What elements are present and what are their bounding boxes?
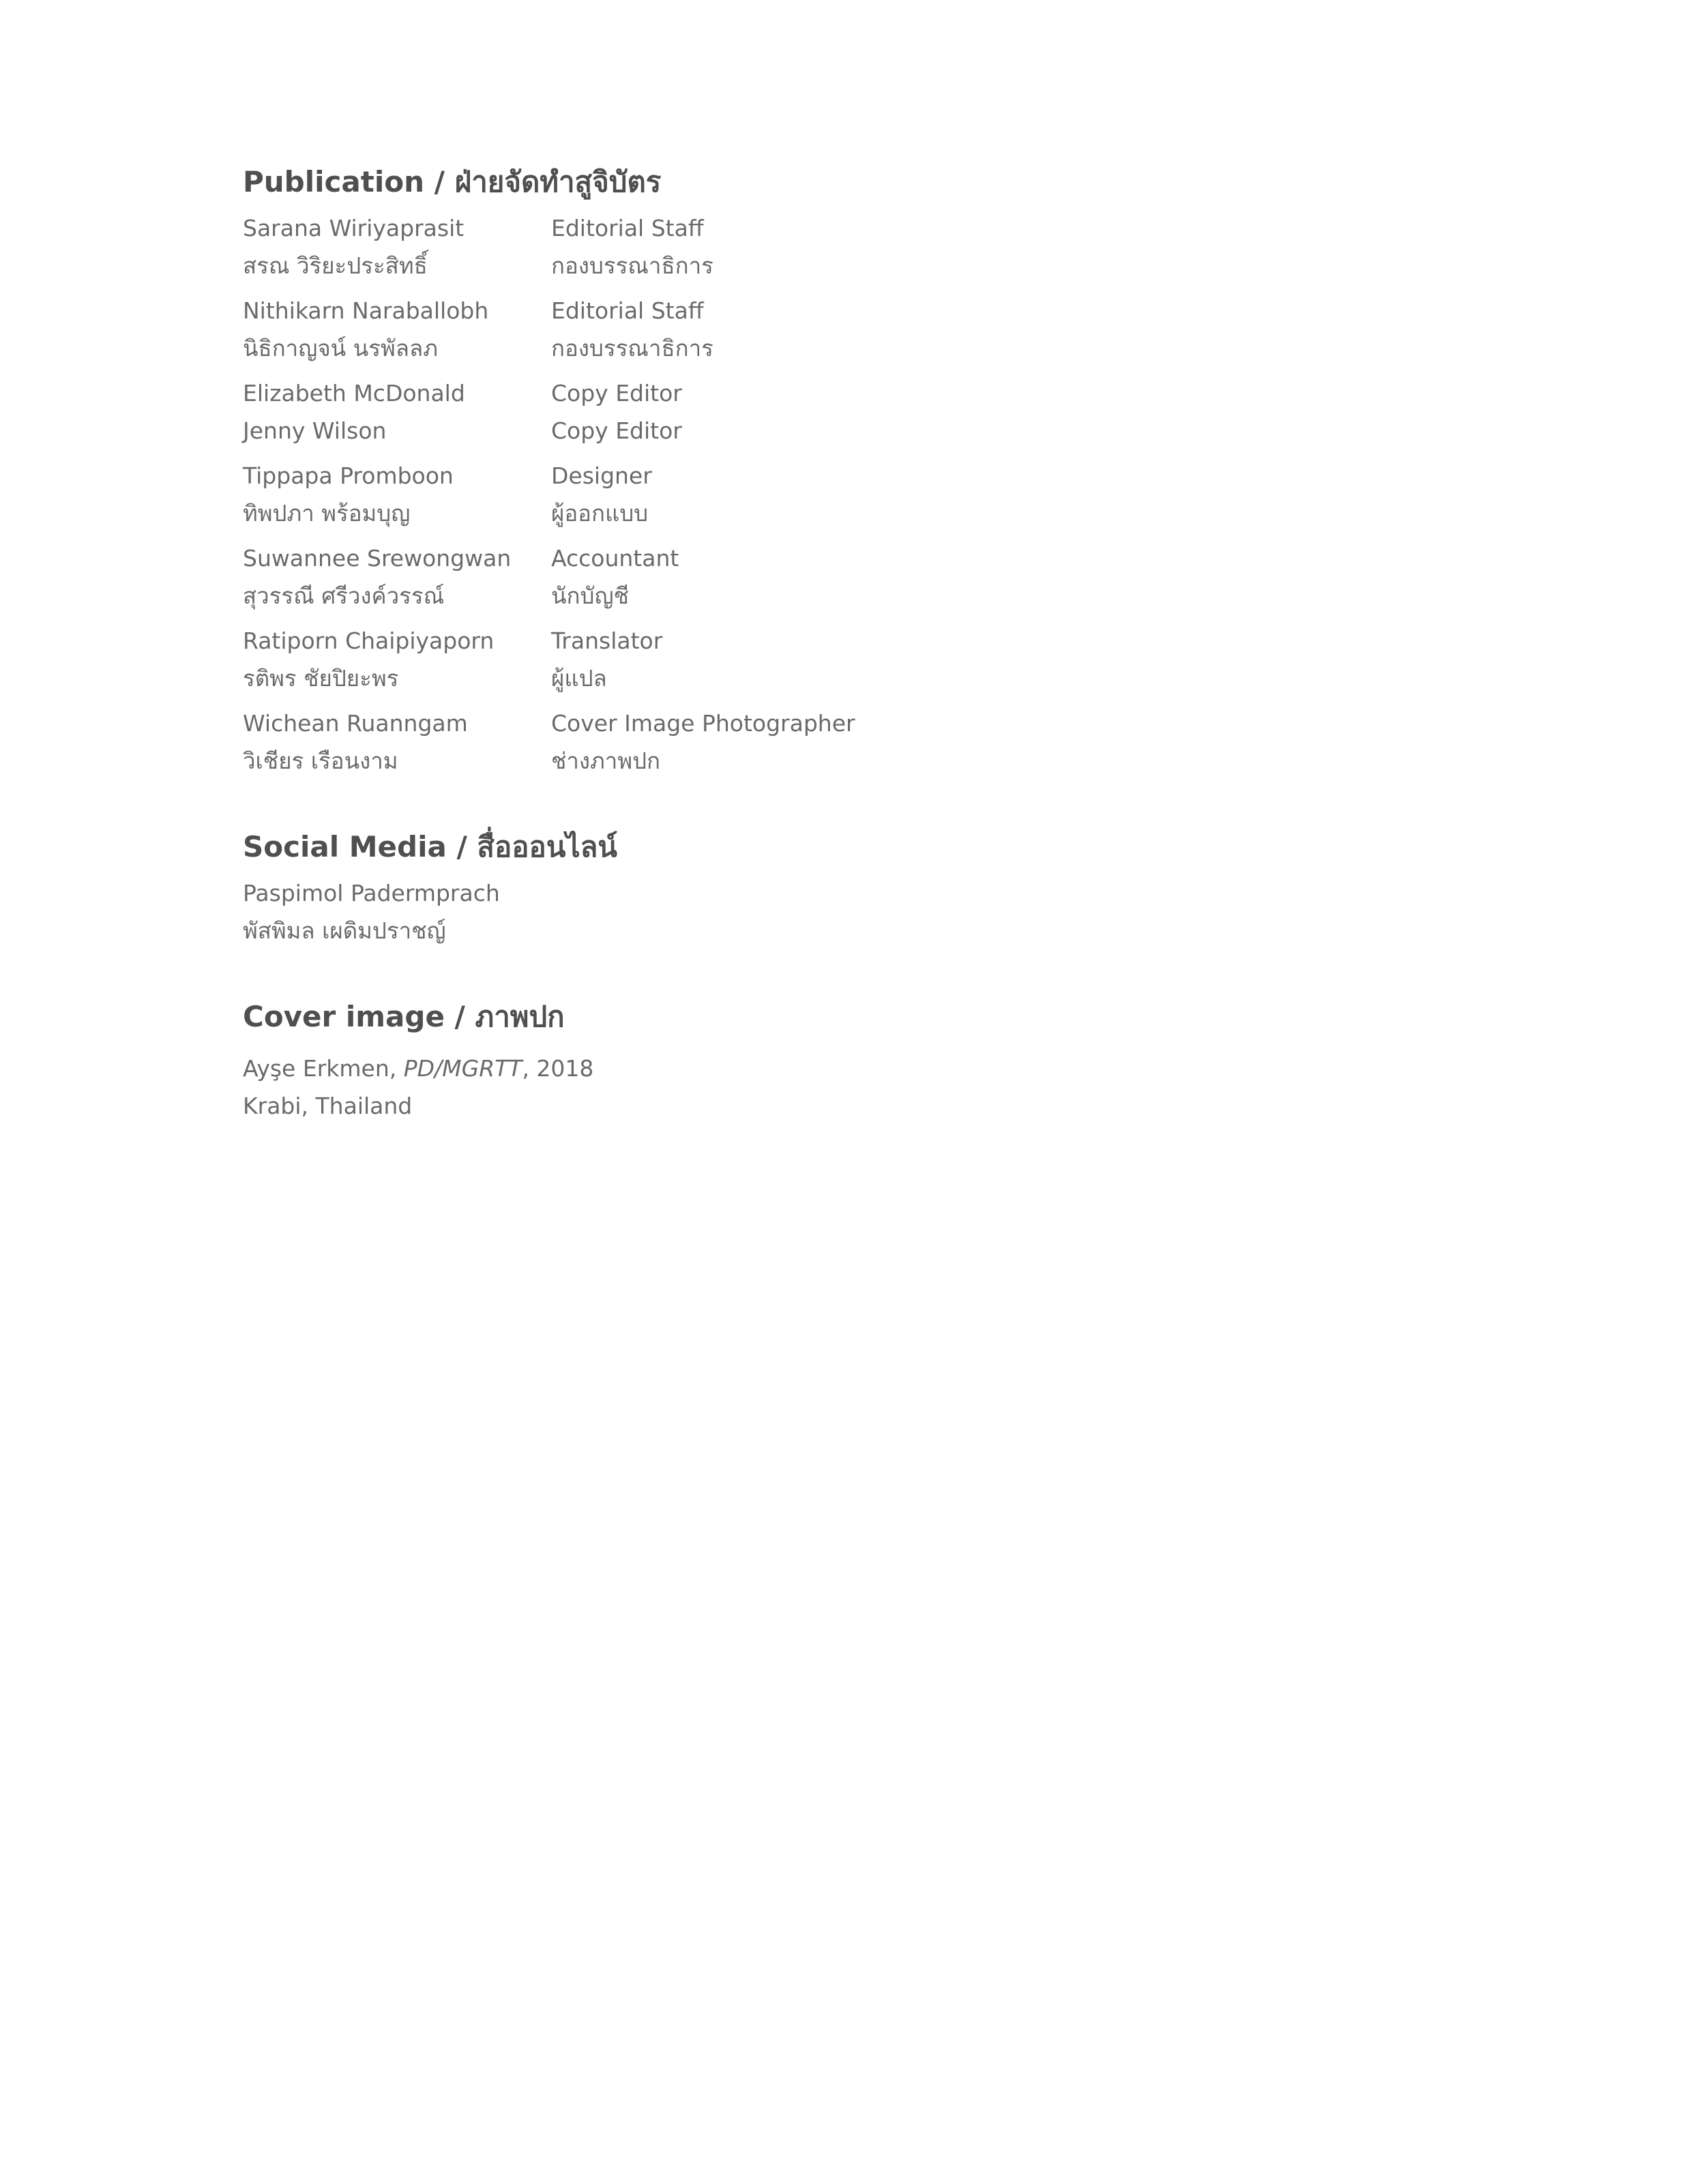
credit-entry: [243, 209, 1334, 284]
credit-line-en: [243, 457, 1334, 494]
credit-line-en: [243, 209, 1334, 247]
credit-name: สรณ วิริยะประสิทธิ์: [243, 252, 428, 279]
cover-artist: Ayşe Erkmen,: [243, 1055, 404, 1082]
credit-role: Cover Image Photographer: [551, 710, 855, 737]
credit-name: รติพร ชัยปิยะพร: [243, 665, 399, 692]
cover-image-caption: [243, 1050, 1334, 1087]
credit-entry: [243, 292, 1334, 367]
publication-credits: [243, 209, 1334, 780]
credit-role: ผู้แปล: [551, 665, 607, 692]
credit-role: Translator: [551, 627, 663, 654]
credit-role: นักบัญชี: [551, 582, 630, 609]
credit-name: นิธิกาญจน์ นรพัลลภ: [243, 335, 438, 361]
credit-entry: [243, 374, 1334, 449]
credit-name: Jenny Wilson: [243, 417, 387, 444]
cover-location: Krabi, Thailand: [243, 1093, 413, 1119]
credit-entry: [243, 539, 1334, 615]
credit-role: Copy Editor: [551, 380, 682, 406]
credit-line-en: [243, 374, 1334, 412]
social-media-name-en: Paspimol Padermprach: [243, 880, 500, 906]
credit-name: Wichean Ruanngam: [243, 710, 468, 737]
credit-name: Ratiporn Chaipiyaporn: [243, 627, 495, 654]
credit-line-th: [243, 660, 1334, 697]
credit-role: กองบรรณาธิการ: [551, 335, 713, 361]
publication-section: [243, 160, 1334, 780]
credit-line-th: [243, 329, 1334, 367]
publication-title: Publication / ฝ่ายจัดทำสูจิบัตร: [243, 165, 662, 198]
credit-line-th: [243, 742, 1334, 780]
cover-year: , 2018: [522, 1055, 594, 1082]
credit-name: วิเชียร เรือนงาม: [243, 748, 398, 774]
credit-role: Editorial Staff: [551, 215, 704, 241]
credits-page: [243, 160, 1334, 1125]
cover-image-section: [243, 995, 1334, 1125]
credit-role: Copy Editor: [551, 417, 682, 444]
credit-role: กองบรรณาธิการ: [551, 252, 713, 279]
social-media-credits: [243, 874, 1334, 949]
social-media-section: [243, 825, 1334, 949]
credit-line-en: [243, 622, 1334, 660]
credit-line-th: [243, 494, 1334, 532]
credit-role: Accountant: [551, 545, 679, 572]
credit-name: Tippapa Promboon: [243, 462, 454, 489]
credit-line-th: [243, 577, 1334, 615]
credit-name: Nithikarn Naraballobh: [243, 297, 489, 324]
credit-line-en: [243, 705, 1334, 742]
credit-line-en: [243, 539, 1334, 577]
credit-name: Suwannee Srewongwan: [243, 545, 512, 572]
credit-role: Designer: [551, 462, 652, 489]
credit-line-en: [243, 292, 1334, 329]
credit-role: ผู้ออกแบบ: [551, 500, 649, 527]
cover-image-credits: [243, 1050, 1334, 1125]
social-media-title: Social Media / สื่อออนไลน์: [243, 830, 618, 863]
credit-name: Sarana Wiriyaprasit: [243, 215, 465, 241]
credit-role: Editorial Staff: [551, 297, 704, 324]
cover-image-title: Cover image / ภาพปก: [243, 1000, 565, 1033]
credit-name: Elizabeth McDonald: [243, 380, 465, 406]
social-media-name-th: พัสพิมล เผดิมปราชญ์: [243, 917, 446, 944]
credit-name: สุวรรณี ศรีวงค์วรรณ์: [243, 582, 445, 609]
credit-entry: [243, 622, 1334, 697]
credit-role: ช่างภาพปก: [551, 748, 661, 774]
credit-entry: [243, 457, 1334, 532]
credit-name: ทิพปภา พร้อมบุญ: [243, 500, 411, 527]
credit-line-th: [243, 412, 1334, 449]
cover-work-title: PD/MGRTT: [403, 1055, 522, 1082]
credit-line-th: [243, 247, 1334, 284]
credit-entry: [243, 705, 1334, 780]
